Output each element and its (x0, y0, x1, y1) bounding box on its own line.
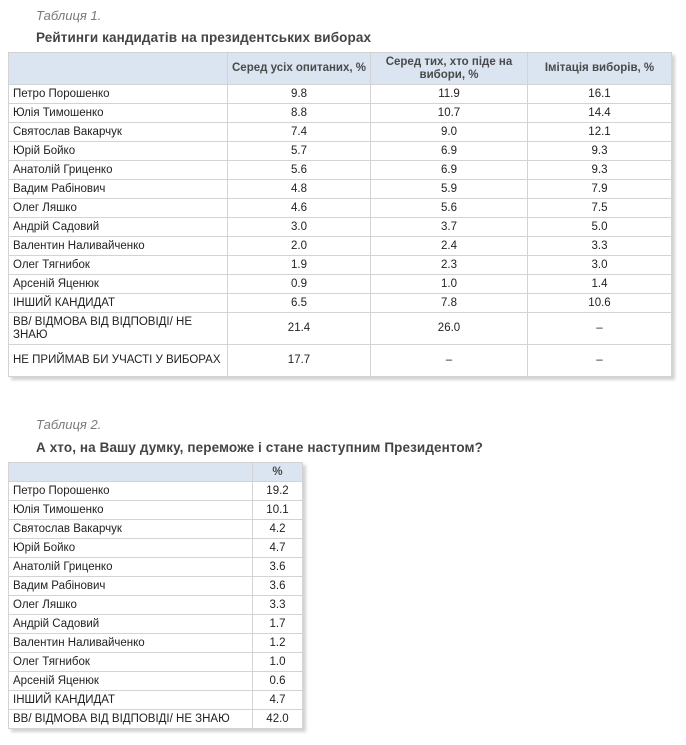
candidate-name-cell: НЕ ПРИЙМАВ БИ УЧАСТІ У ВИБОРАХ (9, 345, 228, 377)
value-voters-cell: 6.9 (371, 161, 528, 180)
header-cell-simulation: Імітація виборів, % (528, 53, 672, 85)
table1-caption: Таблиця 1. (36, 8, 102, 23)
value-simulation-cell: 7.5 (528, 199, 672, 218)
table-row (9, 313, 672, 345)
value-voters-cell: 11.9 (371, 85, 528, 104)
value-pct-cell: 1.2 (253, 634, 303, 653)
table-row (9, 653, 303, 672)
table-header-row (9, 53, 672, 85)
table-row (9, 539, 303, 558)
value-all-cell: 0.9 (228, 275, 371, 294)
value-simulation-cell: 16.1 (528, 85, 672, 104)
value-simulation-cell: 9.3 (528, 161, 672, 180)
table-row (9, 85, 672, 104)
candidate-name-cell: Петро Порошенко (9, 85, 228, 104)
table-header-row (9, 463, 303, 482)
candidate-name-cell: Вадим Рабінович (9, 577, 253, 596)
candidate-name-cell: ВВ/ ВІДМОВА ВІД ВІДПОВІДІ/ НЕ ЗНАЮ (9, 313, 228, 345)
value-all-cell: 5.6 (228, 161, 371, 180)
value-voters-cell: 5.9 (371, 180, 528, 199)
table2-caption: Таблиця 2. (36, 417, 102, 432)
table-row (9, 180, 672, 199)
value-voters-cell: 9.0 (371, 123, 528, 142)
table-row (9, 237, 672, 256)
table-row (9, 710, 303, 729)
table-row (9, 672, 303, 691)
table-row (9, 104, 672, 123)
value-simulation-cell: 14.4 (528, 104, 672, 123)
value-voters-cell: 10.7 (371, 104, 528, 123)
candidate-name-cell: ВВ/ ВІДМОВА ВІД ВІДПОВІДІ/ НЕ ЗНАЮ (9, 710, 253, 729)
winner-table (8, 462, 303, 729)
table-row (9, 256, 672, 275)
candidate-name-cell: Святослав Вакарчук (9, 520, 253, 539)
table1-title: Рейтинги кандидатів на президентських виборах (36, 30, 372, 45)
table-row (9, 345, 672, 377)
value-simulation-cell: 10.6 (528, 294, 672, 313)
candidate-name-cell: ІНШИЙ КАНДИДАТ (9, 691, 253, 710)
value-pct-cell: 1.7 (253, 615, 303, 634)
table-row (9, 161, 672, 180)
candidate-name-cell: Анатолій Гриценко (9, 558, 253, 577)
candidate-name-cell: Андрій Садовий (9, 615, 253, 634)
value-simulation-cell: 3.0 (528, 256, 672, 275)
value-simulation-cell: – (528, 313, 672, 345)
table-row (9, 615, 303, 634)
value-all-cell: 8.8 (228, 104, 371, 123)
value-voters-cell: 6.9 (371, 142, 528, 161)
value-voters-cell: 2.3 (371, 256, 528, 275)
ratings-table (8, 52, 672, 377)
value-voters-cell: 26.0 (371, 313, 528, 345)
table-row (9, 218, 672, 237)
table-row (9, 634, 303, 653)
table-row (9, 142, 672, 161)
table2-title: А хто, на Вашу думку, переможе і стане наступним Президентом? (36, 440, 483, 455)
candidate-name-cell: Арсеній Яценюк (9, 275, 228, 294)
header-cell-name (9, 53, 228, 85)
value-simulation-cell: 3.3 (528, 237, 672, 256)
candidate-name-cell: Валентин Наливайченко (9, 237, 228, 256)
value-all-cell: 3.0 (228, 218, 371, 237)
value-all-cell: 7.4 (228, 123, 371, 142)
value-simulation-cell: 1.4 (528, 275, 672, 294)
candidate-name-cell: Петро Порошенко (9, 482, 253, 501)
table-row (9, 482, 303, 501)
table-row (9, 123, 672, 142)
candidate-name-cell: Арсеній Яценюк (9, 672, 253, 691)
value-pct-cell: 3.6 (253, 577, 303, 596)
value-pct-cell: 3.3 (253, 596, 303, 615)
value-pct-cell: 42.0 (253, 710, 303, 729)
value-pct-cell: 4.2 (253, 520, 303, 539)
value-pct-cell: 4.7 (253, 691, 303, 710)
candidate-name-cell: ІНШИЙ КАНДИДАТ (9, 294, 228, 313)
table-row (9, 501, 303, 520)
value-pct-cell: 4.7 (253, 539, 303, 558)
header-cell-voters: Серед тих, хто піде на вибори, % (371, 53, 528, 85)
value-voters-cell: 7.8 (371, 294, 528, 313)
value-all-cell: 21.4 (228, 313, 371, 345)
value-all-cell: 6.5 (228, 294, 371, 313)
table-row (9, 596, 303, 615)
value-voters-cell: 1.0 (371, 275, 528, 294)
header-cell-name (9, 463, 253, 482)
header-cell-pct: % (253, 463, 303, 482)
ratings-table-body (9, 85, 672, 377)
candidate-name-cell: Юрій Бойко (9, 142, 228, 161)
table-row (9, 691, 303, 710)
value-pct-cell: 3.6 (253, 558, 303, 577)
table-row (9, 558, 303, 577)
table-row (9, 294, 672, 313)
value-pct-cell: 0.6 (253, 672, 303, 691)
value-simulation-cell: – (528, 345, 672, 377)
candidate-name-cell: Юрій Бойко (9, 539, 253, 558)
candidate-name-cell: Юлія Тимошенко (9, 501, 253, 520)
value-voters-cell: 3.7 (371, 218, 528, 237)
value-simulation-cell: 12.1 (528, 123, 672, 142)
value-all-cell: 9.8 (228, 85, 371, 104)
value-all-cell: 17.7 (228, 345, 371, 377)
value-all-cell: 1.9 (228, 256, 371, 275)
candidate-name-cell: Олег Ляшко (9, 596, 253, 615)
table-row (9, 520, 303, 539)
table-row (9, 199, 672, 218)
value-all-cell: 4.6 (228, 199, 371, 218)
value-pct-cell: 10.1 (253, 501, 303, 520)
value-pct-cell: 19.2 (253, 482, 303, 501)
winner-table-body (9, 482, 303, 729)
value-simulation-cell: 9.3 (528, 142, 672, 161)
value-simulation-cell: 5.0 (528, 218, 672, 237)
value-all-cell: 2.0 (228, 237, 371, 256)
table-row (9, 275, 672, 294)
value-voters-cell: – (371, 345, 528, 377)
candidate-name-cell: Олег Тягнибок (9, 653, 253, 672)
candidate-name-cell: Святослав Вакарчук (9, 123, 228, 142)
candidate-name-cell: Олег Ляшко (9, 199, 228, 218)
value-voters-cell: 2.4 (371, 237, 528, 256)
value-all-cell: 4.8 (228, 180, 371, 199)
header-cell-all: Серед усіх опитаних, % (228, 53, 371, 85)
value-pct-cell: 1.0 (253, 653, 303, 672)
candidate-name-cell: Андрій Садовий (9, 218, 228, 237)
value-all-cell: 5.7 (228, 142, 371, 161)
value-voters-cell: 5.6 (371, 199, 528, 218)
value-simulation-cell: 7.9 (528, 180, 672, 199)
table-row (9, 577, 303, 596)
candidate-name-cell: Вадим Рабінович (9, 180, 228, 199)
candidate-name-cell: Валентин Наливайченко (9, 634, 253, 653)
candidate-name-cell: Олег Тягнибок (9, 256, 228, 275)
candidate-name-cell: Юлія Тимошенко (9, 104, 228, 123)
candidate-name-cell: Анатолій Гриценко (9, 161, 228, 180)
